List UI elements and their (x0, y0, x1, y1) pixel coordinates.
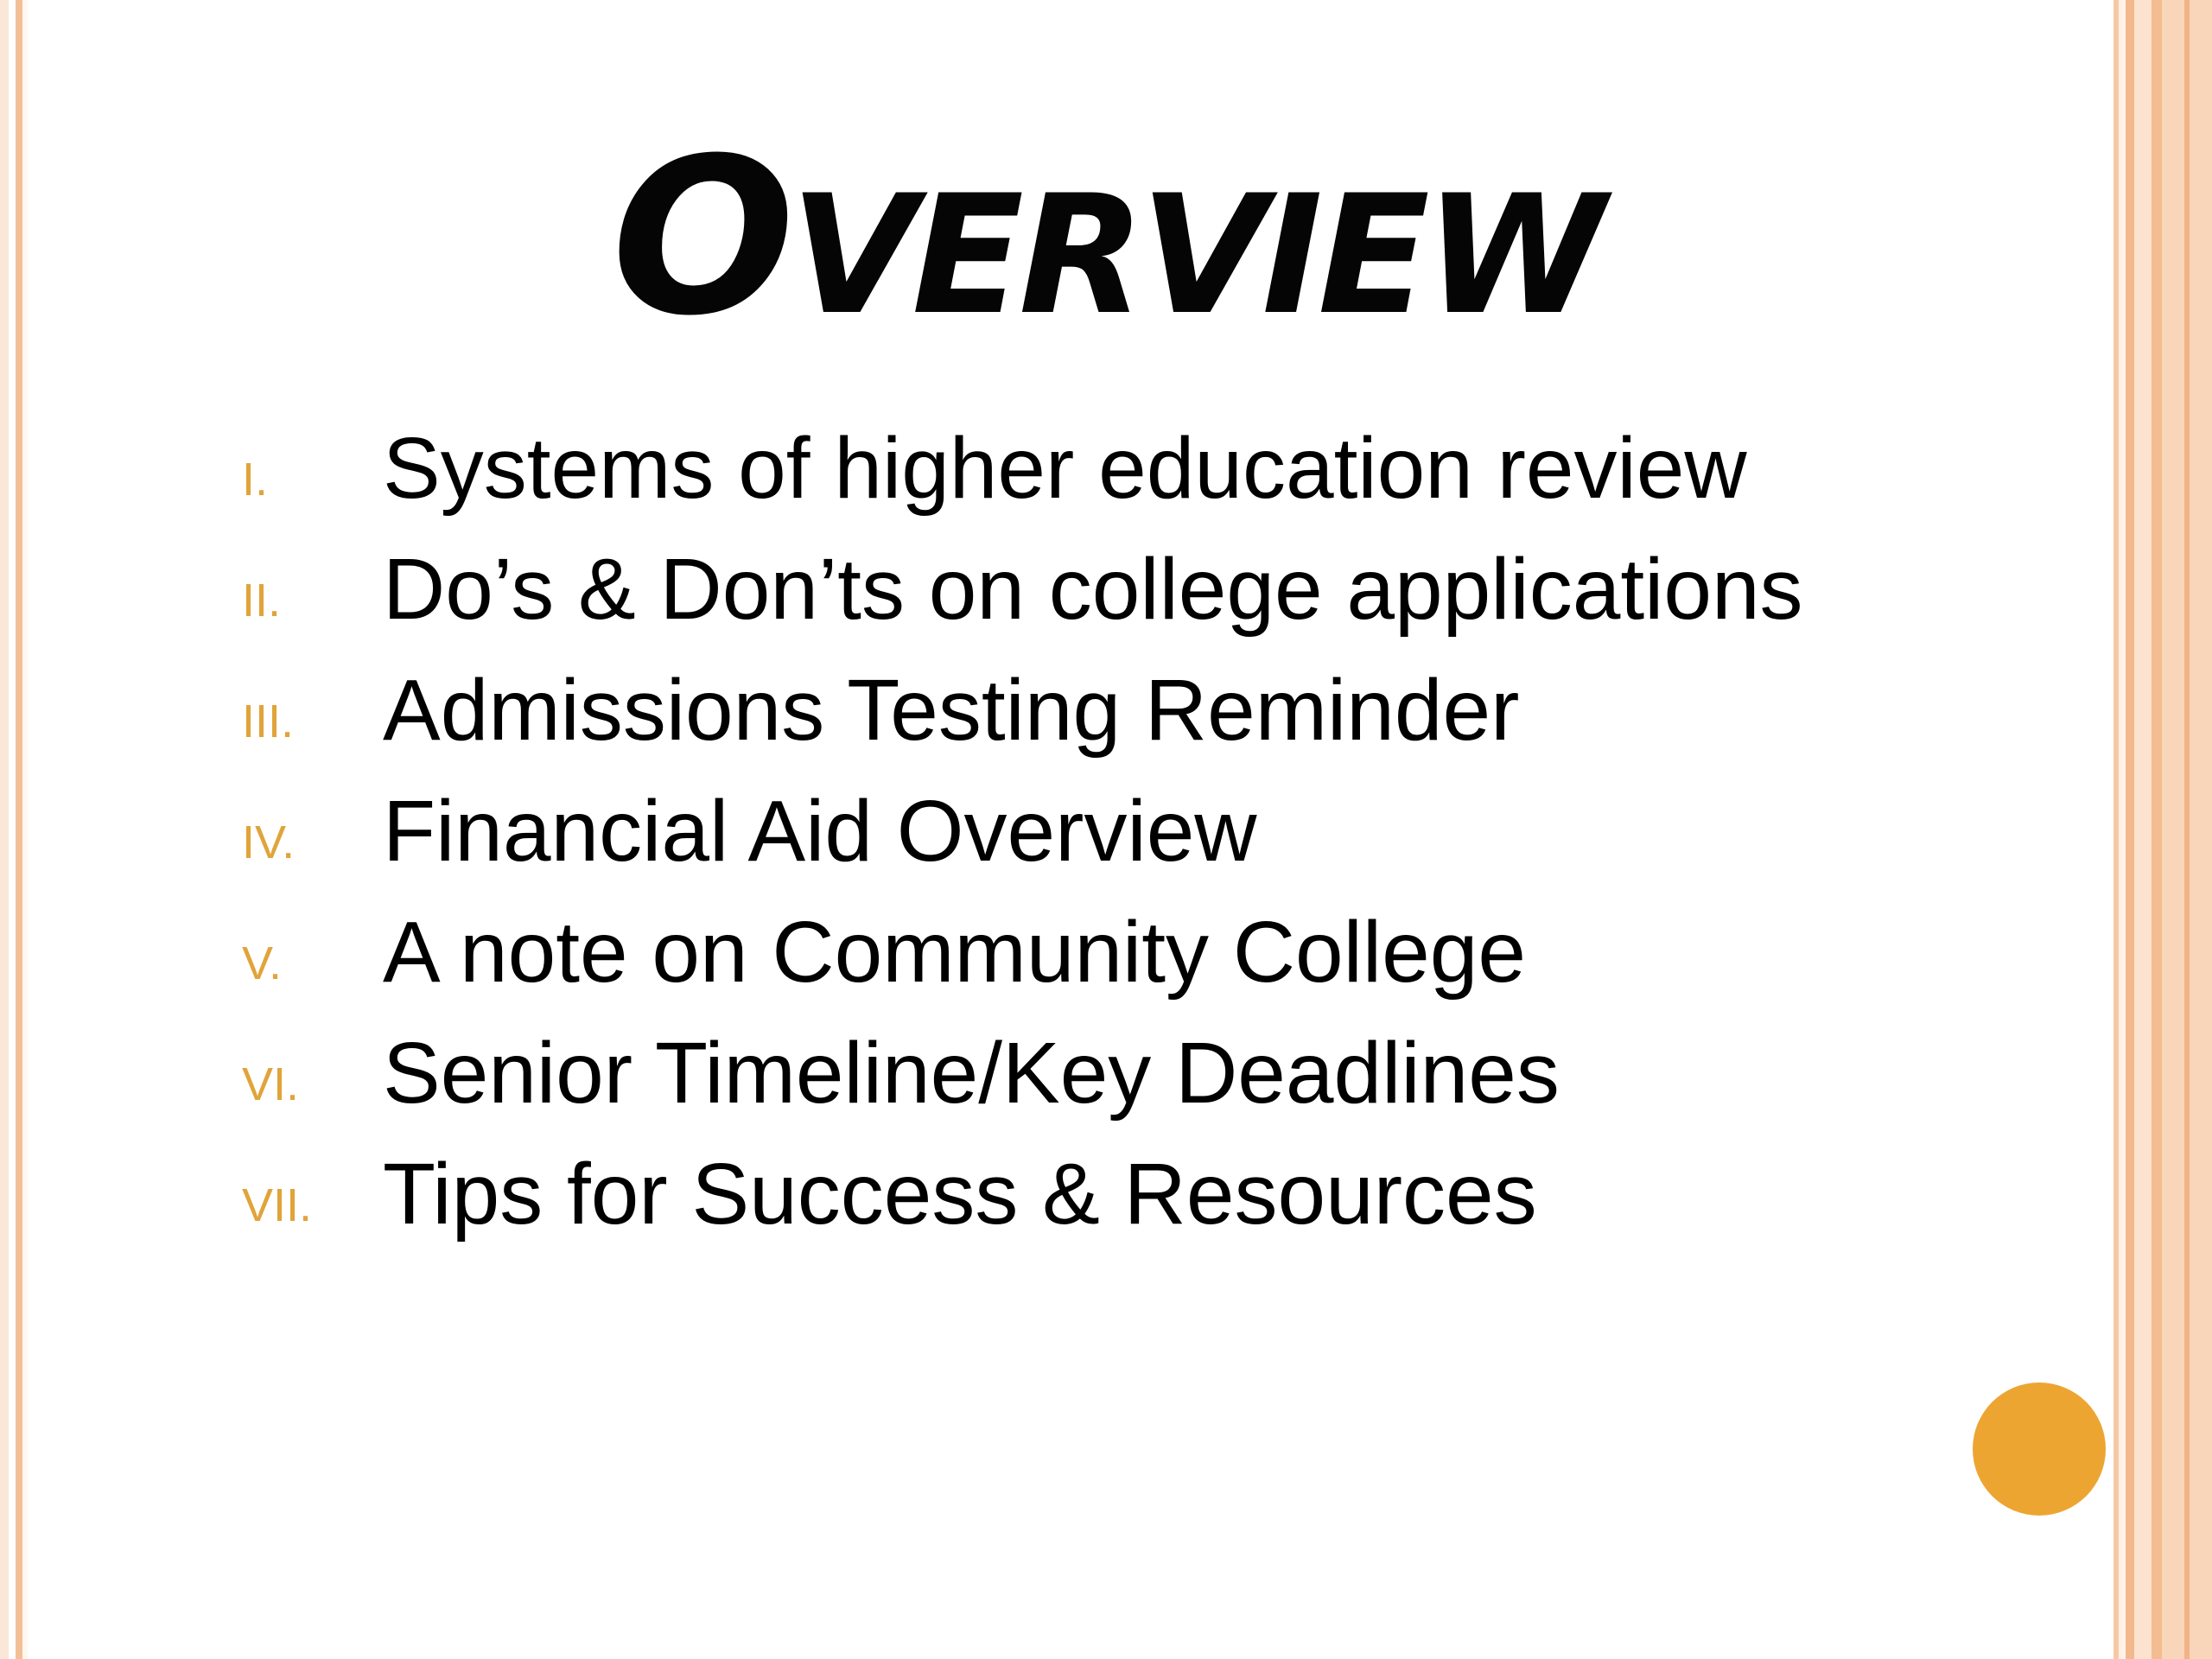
agenda-numeral: VII. (242, 1179, 313, 1231)
agenda-numeral: V. (242, 938, 283, 989)
agenda-text: Tips for Success & Resources (383, 1146, 1537, 1243)
agenda-numeral: IV. (242, 817, 296, 868)
agenda-text: A note on Community College (383, 904, 1526, 1001)
agenda-text: Do’s & Don’ts on college applications (383, 541, 1803, 638)
accent-circle (1973, 1382, 2106, 1516)
slide-title-first-letter: O (611, 111, 791, 363)
slide-title (0, 111, 2212, 363)
agenda-numeral: II. (242, 575, 282, 626)
agenda-text: Financial Aid Overview (383, 783, 1257, 880)
agenda-numeral: VI. (242, 1058, 300, 1110)
slide-title-rest: VERVIEW (790, 160, 1601, 351)
agenda-text: Admissions Testing Reminder (383, 662, 1520, 759)
agenda-text: Systems of higher education review (383, 420, 1747, 517)
agenda-numeral: I. (242, 454, 269, 505)
agenda-numeral: III. (242, 696, 295, 747)
agenda-text: Senior Timeline/Key Deadlines (383, 1025, 1560, 1122)
